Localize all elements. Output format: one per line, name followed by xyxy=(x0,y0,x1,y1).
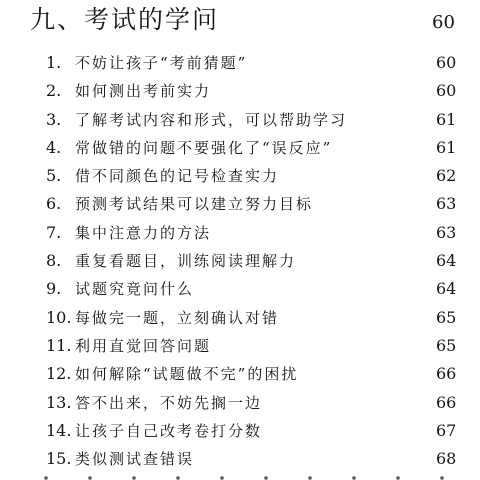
entry-page-number: 61 xyxy=(436,109,457,129)
entry-page-number: 63 xyxy=(436,194,457,214)
toc-entry xyxy=(0,191,480,219)
entry-title: 借不同颜色的记号检查实力 xyxy=(75,167,280,186)
toc-entry xyxy=(0,418,480,446)
section-heading: 九、考试的学问 xyxy=(30,5,220,34)
entry-page-number: 66 xyxy=(436,364,457,384)
entry-number: 10. xyxy=(46,307,72,327)
toc-entry xyxy=(0,276,480,304)
entry-number: 12. xyxy=(46,364,72,384)
entry-number: 4. xyxy=(46,137,62,157)
entry-page-number: 67 xyxy=(436,420,457,440)
entry-page-number: 64 xyxy=(436,251,457,271)
toc-entry xyxy=(0,361,480,389)
toc-entry xyxy=(0,248,480,276)
toc-entry xyxy=(0,333,480,361)
toc-entry xyxy=(0,305,480,333)
entry-number: 1. xyxy=(46,53,62,72)
entry-title: 答不出来，不妨先搁一边 xyxy=(75,393,263,412)
toc-entry xyxy=(0,390,480,418)
entry-title: 类似测试查错误 xyxy=(75,450,195,469)
cut-off-next-line xyxy=(40,472,465,480)
entry-title: 集中注意力的方法 xyxy=(75,223,212,242)
entry-title: 如何解除“试题做不完”的困扰 xyxy=(75,365,299,384)
entry-number: 3. xyxy=(46,109,62,129)
toc-entry xyxy=(0,220,480,248)
entry-page-number: 68 xyxy=(436,449,457,469)
entry-title: 利用直觉回答问题 xyxy=(75,336,212,355)
entry-page-number: 61 xyxy=(436,137,457,157)
entry-number: 2. xyxy=(46,81,62,101)
entry-page-number: 66 xyxy=(436,392,457,412)
entry-title: 让孩子自己改考卷打分数 xyxy=(75,421,263,440)
entry-page-number: 64 xyxy=(436,279,457,299)
entry-number: 8. xyxy=(46,251,62,271)
entry-page-number: 60 xyxy=(436,53,457,72)
entry-title: 试题究竟问什么 xyxy=(75,280,195,299)
entry-number: 5. xyxy=(46,166,62,186)
entry-title: 预测考试结果可以建立努力目标 xyxy=(75,195,314,214)
toc-entry xyxy=(0,107,480,135)
entry-page-number: 65 xyxy=(436,335,457,355)
entry-number: 6. xyxy=(46,194,62,214)
entry-number: 7. xyxy=(46,222,62,242)
entry-page-number: 60 xyxy=(436,81,457,101)
toc-entry xyxy=(0,135,480,163)
entry-number: 9. xyxy=(46,279,62,299)
entry-title: 不妨让孩子“考前猜题” xyxy=(75,54,248,72)
entry-title: 了解考试内容和形式，可以帮助学习 xyxy=(75,110,348,129)
entry-page-number: 62 xyxy=(436,166,457,186)
toc-entry xyxy=(0,50,480,78)
entry-number: 14. xyxy=(46,420,72,440)
entry-page-number: 63 xyxy=(436,222,457,242)
entry-page-number: 65 xyxy=(436,307,457,327)
toc-entry xyxy=(0,78,480,106)
entry-number: 11. xyxy=(46,335,72,355)
entry-title: 重复看题目，训练阅读理解力 xyxy=(75,252,297,271)
entry-title: 常做错的问题不要强化了“误反应” xyxy=(75,138,333,157)
entry-title: 如何测出考前实力 xyxy=(75,82,212,101)
toc-entry xyxy=(0,446,480,474)
entry-number: 13. xyxy=(46,392,72,412)
section-page-number: 60 xyxy=(432,12,455,33)
toc-entry xyxy=(0,163,480,191)
toc-list xyxy=(0,50,480,474)
entry-number: 15. xyxy=(46,449,72,469)
entry-title: 每做完一题，立刻确认对错 xyxy=(75,308,280,327)
